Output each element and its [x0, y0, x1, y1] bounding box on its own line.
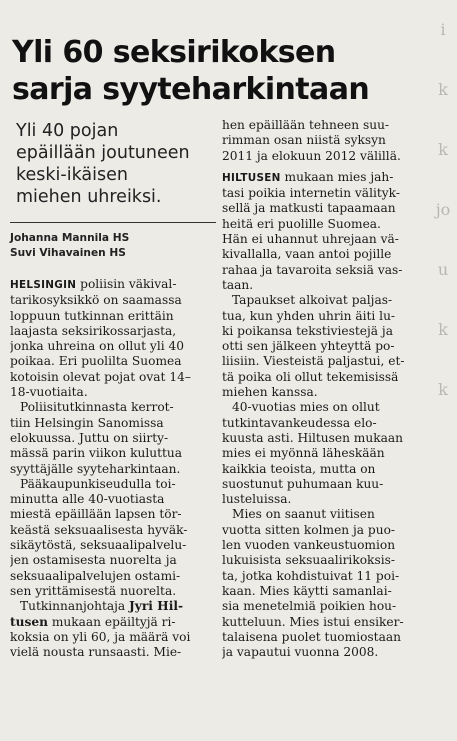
- body-line: 40-vuotias mies on ollut: [232, 400, 380, 415]
- article-body-right: [222, 118, 434, 660]
- body-line: Poliisitutkinnasta kerrot-: [20, 400, 174, 415]
- body-line: miestä epäillään lapsen tör-: [10, 507, 182, 522]
- body-line: len vuoden vankeustuomion: [222, 538, 396, 553]
- body-line: tusen mukaan epäiltyjä ri-: [10, 614, 176, 629]
- body-line: kuusta asti. Hiltusen mukaan: [222, 430, 403, 445]
- body-line: poikaa. Eri puolilta Suomea: [10, 354, 182, 369]
- body-line: 18-vuotiaita.: [10, 385, 88, 400]
- body-line: mässä parin viikon kuluttua: [10, 446, 183, 461]
- body-line: jonka uhreina on ollut yli 40: [10, 339, 184, 354]
- adjacent-column-fragments: [433, 0, 453, 741]
- body-line: tua, kun yhden uhrin äiti lu-: [222, 308, 396, 323]
- body-line: rimman osan niistä syksyn: [222, 133, 386, 148]
- headline-line: Yli 60 seksirikoksen: [12, 35, 336, 71]
- margin-fragment: u: [437, 260, 449, 279]
- body-line: miehen kanssa.: [222, 385, 318, 400]
- body-line: ja vapautui vuonna 2008.: [222, 645, 379, 660]
- margin-fragment: k: [438, 380, 448, 399]
- body-line: talaisena puolet tuomiostaan: [222, 629, 401, 644]
- body-line: kutteluun. Mies istui ensiker-: [222, 614, 404, 629]
- person-name: tusen: [10, 614, 48, 629]
- body-line: 2011 ja elokuun 2012 välillä.: [222, 148, 401, 163]
- author-name: Suvi Vihavainen HS: [10, 247, 126, 259]
- body-line: liisiin. Viesteistä paljastui, et-: [222, 354, 405, 369]
- body-line: mies ei myönnä läheskään: [222, 446, 385, 461]
- lead-line: miehen uhreiksi.: [16, 187, 162, 207]
- body-line: elokuussa. Juttu on siirty-: [10, 430, 169, 445]
- body-line: seksuaalipalvelujen ostami-: [10, 568, 181, 583]
- body-line: koksia on yli 60, ja määrä voi: [10, 629, 191, 644]
- paragraph-kicker: HELSINGIN: [10, 279, 77, 291]
- body-line: tutkintavankeudessa elo-: [222, 415, 377, 430]
- margin-fragment: k: [438, 140, 448, 159]
- body-line: sikäytöstä, seksuaalipalvelu-: [10, 538, 187, 553]
- body-line: minutta alle 40-vuotiasta: [10, 492, 165, 507]
- headline: [12, 34, 422, 108]
- article-body-left: [10, 277, 216, 660]
- margin-fragment: k: [438, 320, 448, 339]
- byline: [10, 231, 216, 261]
- body-line: suostunut puhumaan kuu-: [222, 476, 384, 491]
- body-line: Tapaukset alkoivat paljas-: [232, 293, 393, 308]
- body-line: otti sen jälkeen yhteyttä po-: [222, 339, 395, 354]
- body-line: syyttäjälle syyteharkintaan.: [10, 461, 181, 476]
- body-line: kotoisin olevat pojat ovat 14–: [10, 369, 191, 384]
- body-line: ta, jotka kohdistuivat 11 poi-: [222, 568, 400, 583]
- body-line: tiin Helsingin Sanomissa: [10, 415, 164, 430]
- body-line: sellä ja matkusti tapaamaan: [222, 201, 396, 216]
- body-line: heitä eri puolille Suomea.: [222, 216, 381, 231]
- margin-fragment: jo: [435, 200, 451, 219]
- body-line: taan.: [222, 277, 254, 292]
- body-line: keästä seksuaalisesta hyväk-: [10, 522, 188, 537]
- body-line: sen yrittämisestä nuorelta.: [10, 583, 177, 598]
- body-line: HELSINGIN poliisin väkival-: [10, 277, 177, 291]
- lead-line: Yli 40 pojan: [16, 121, 119, 141]
- body-line: Pääkaupunkiseudulla toi-: [20, 476, 176, 491]
- body-line: lukuisista seksuaalirikoksis-: [222, 553, 395, 568]
- body-line: jen ostamisesta nuorelta ja: [10, 553, 177, 568]
- body-line: HILTUSEN mukaan mies jah-: [222, 169, 394, 184]
- body-line: Mies on saanut viitisen: [232, 507, 375, 522]
- body-line: vielä nousta runsaasti. Mie-: [10, 645, 182, 660]
- body-line: loppuun tutkinnan erittäin: [10, 308, 174, 323]
- body-line: vuotta sitten kolmen ja puo-: [222, 522, 396, 537]
- body-line: ki poikansa tekstiviestejä ja: [222, 323, 393, 338]
- lead-line: keski-ikäisen: [16, 165, 128, 185]
- paragraph-kicker: HILTUSEN: [222, 171, 281, 184]
- margin-fragment: i: [440, 20, 446, 39]
- body-line: kaikkia teoista, mutta on: [222, 461, 376, 476]
- lead-text: [10, 120, 216, 208]
- body-line: tä poika oli ollut tekemisissä: [222, 369, 399, 384]
- author-name: Johanna Mannila HS: [10, 232, 130, 244]
- margin-fragment: k: [438, 80, 448, 99]
- body-line: tarikosyksikkö on saamassa: [10, 293, 182, 308]
- body-line: Hän ei uhannut uhrejaan vä-: [222, 232, 399, 247]
- person-name: Jyri Hil-: [129, 599, 184, 614]
- body-line: kivallalla, vaan antoi pojille: [222, 247, 392, 262]
- right-column: [222, 118, 434, 660]
- body-line: laajasta seksirikossarjasta,: [10, 323, 177, 338]
- left-column: [10, 118, 216, 660]
- body-line: Tutkinnanjohtaja Jyri Hil-: [20, 599, 184, 614]
- body-line: rahaa ja tavaroita seksiä vas-: [222, 262, 403, 277]
- headline-line: sarja syyteharkintaan: [12, 72, 370, 108]
- body-line: kaan. Mies käytti samanlai-: [222, 583, 392, 598]
- body-line: sia menetelmiä poikien hou-: [222, 599, 397, 614]
- lead-line: epäillään joutuneen: [16, 143, 190, 163]
- body-line: hen epäillään tehneen suu-: [222, 118, 390, 132]
- byline-divider: [10, 222, 216, 223]
- body-line: lusteluissa.: [222, 492, 292, 507]
- body-line: tasi poikia internetin välityk-: [222, 186, 400, 201]
